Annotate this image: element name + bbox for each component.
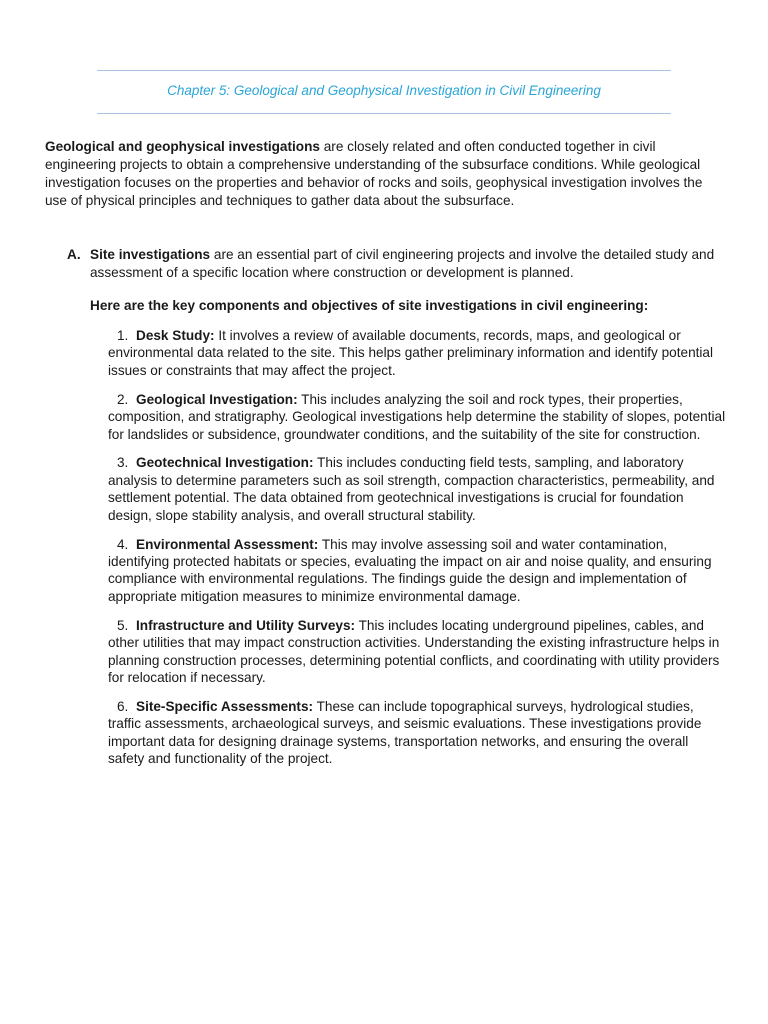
components-list [108, 327, 728, 779]
list-item-number: 3. [117, 455, 129, 471]
list-item-number: 1. [117, 328, 129, 343]
list-item-title: Desk Study: [136, 328, 215, 343]
list-item-title: Environmental Assessment: [136, 536, 319, 552]
intro-lead: Geological and geophysical investigations [45, 139, 320, 154]
list-item [108, 536, 728, 606]
key-components-heading: Here are the key components and objectives of site investigations in civil engineering: [90, 298, 649, 313]
header-bottom-rule [97, 113, 671, 114]
list-item-text: It involves a review of available documents, records, maps, and geological or environmental data related to the site. This helps gather preliminary information and identify potential issues or constraints that may affect the project. [108, 328, 714, 378]
list-item [108, 698, 728, 768]
list-item-title: Site-Specific Assessments: [136, 698, 314, 714]
list-item-number: 5. [117, 617, 129, 633]
list-item-title: Infrastructure and Utility Surveys: [136, 617, 356, 633]
section-a-text: are an essential part of civil engineering projects and involve the detailed study and assessment of a specific location where construction or development is planned. [90, 247, 715, 280]
list-item-text: These can include topographical surveys, hydrological studies, traffic assessments, archaeological surveys, and seismic evaluations. These investigations provide important data for designing drainage systems, transportation networks, and ensuring the overall safety and functionality of the project. [108, 698, 702, 767]
list-item-number: 4. [117, 536, 129, 552]
list-item-number: 2. [117, 391, 129, 407]
header-top-rule [97, 70, 671, 71]
section-a-lead: Site investigations [90, 247, 211, 262]
intro-paragraph [45, 138, 725, 210]
list-item [108, 391, 728, 443]
list-item-title: Geotechnical Investigation: [136, 455, 314, 471]
intro-text: are closely related and often conducted together in civil engineering projects to obtain a comprehensive understanding of the subsurface conditions. While geological investigation focuses on the properties and behavior of rocks and soils, geophysical investigation involves the use of physical principles and techniques to gather data about the subsurface. [45, 139, 703, 208]
list-item-number: 6. [117, 698, 129, 714]
list-item-text: This includes conducting field tests, sampling, and laboratory analysis to determine parameters such as soil strength, compaction characteristics, permeability, and settlement potential. The data obtained from geotechnical investigations is crucial for foundation design, slope stability analysis, and overall structural stability. [108, 455, 715, 523]
list-item-title: Geological Investigation: [136, 391, 298, 407]
list-item-text: This includes analyzing the soil and rock types, their properties, composition, and stratigraphy. Geological investigations help determine the stability of slopes, potential for landslides or subsidence, groundwater conditions, and the suitability of the site for construction. [108, 391, 726, 442]
section-a-marker: A. [67, 247, 81, 262]
list-item [108, 327, 728, 379]
section-a-paragraph [90, 246, 725, 282]
list-item [108, 454, 728, 524]
list-item-text: This may involve assessing soil and water contamination, identifying protected habitats or species, evaluating the impact on air and noise quality, and ensuring compliance with environmental regulations. The findings guide the design and implementation of appropriate mitigation measures to minimize environmental damage. [108, 536, 712, 604]
chapter-title: Chapter 5: Geological and Geophysical Investigation in Civil Engineering [167, 83, 601, 98]
list-item [108, 617, 728, 687]
list-item-text: This includes locating underground pipelines, cables, and other utilities that may impact construction activities. Understanding the existing infrastructure helps in planning construction processes, determining potential conflicts, and coordinating with utility providers for relocation if necessary. [108, 617, 720, 685]
